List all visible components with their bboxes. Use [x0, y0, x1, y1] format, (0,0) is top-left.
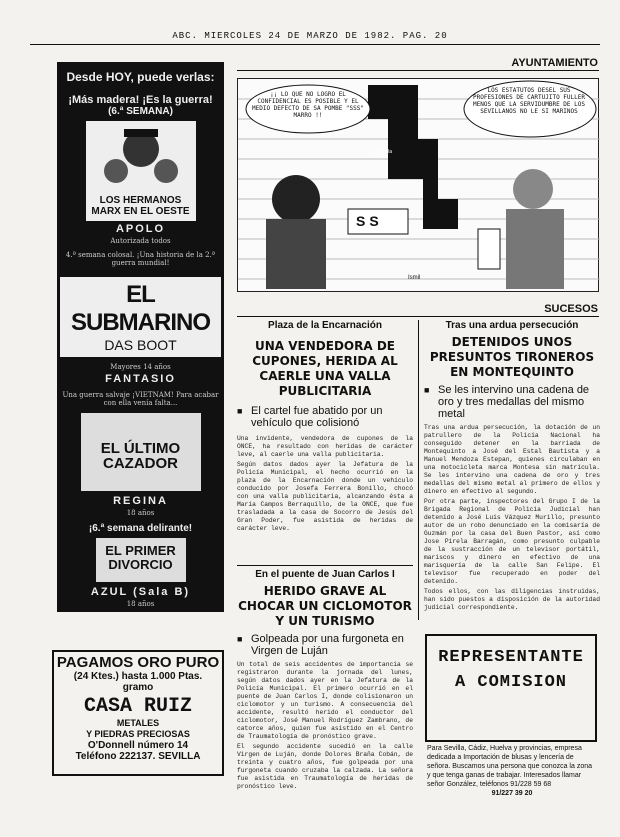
sucesos-rule	[237, 316, 599, 317]
story-vendedora-place: Plaza de la Encarnación	[268, 320, 382, 331]
cinema-apolo-rating: Autorizada todos	[110, 237, 171, 245]
section-ayuntamiento: AYUNTAMIENTO	[511, 57, 598, 69]
story-montequinto-kicker: Tras una ardua persecución	[445, 320, 579, 331]
story-ciclomotor	[237, 569, 413, 791]
representante-phone-2: 91/227 39 20	[491, 790, 533, 797]
story-ciclomotor-bullet: ■ Golpeada por una furgoneta en Virgen de Luján	[237, 633, 413, 657]
cinema-ad-week: (6.ª SEMANA)	[108, 106, 173, 117]
representante-title: REPRESENTANTE	[438, 648, 584, 667]
cartoon-sign: SS	[356, 213, 383, 229]
divorcio-tagline: ¡6.ª semana delirante!	[88, 523, 193, 534]
ultimo-cazador-caption: EL ÚLTIMO CAZADOR	[100, 440, 181, 472]
story-montequinto-bullet: ■ Se les intervino una cadena de oro y tres medallas del mismo metal	[424, 384, 600, 420]
oro-ad-piedras: Y PIEDRAS PRECIOSAS	[86, 729, 190, 739]
story-montequinto-headline: DETENIDOS UNOS PRESUNTOS TIRONEROS EN MONTEQUINTO	[429, 335, 595, 379]
story-divider	[237, 565, 413, 566]
story-vendedora-body-1: Una invidente, vendedora de cupones de la ONCE, ha resultado con heridas de carácter leve, al caerle una valla publicitaria.	[237, 435, 413, 458]
page-header: ABC. MIERCOLES 24 DE MARZO DE 1982. PAG. 20	[172, 31, 448, 41]
story-ciclomotor-headline: HERIDO GRAVE AL CHOCAR UN CICLOMOTOR Y UN TURISMO	[238, 584, 412, 628]
cinema-ad-intro: Desde HOY, puede verlas:	[66, 70, 215, 84]
marx-poster	[86, 121, 196, 221]
cinema-apolo: APOLO	[115, 223, 166, 235]
cinema-azul: AZUL (Sala B)	[90, 586, 191, 598]
ayuntamiento-rule	[237, 70, 599, 71]
story-ciclomotor-body-1: Un total de seis accidentes de importancia se registraron durante la jornada del lunes, según datos dados ayer en la Jefatura de la Policía Municipal. El primero ocurrió en el puente de Juan Carlos I, donde colisionaron un ciclomotor y un turismo. A consecuencia del accidente, resultó herido el conductor del ciclomotor, José Manuel Rodríguez Zambrano, de catorce años, quien fue asistido en el Centro de Traumatología de pronóstico grave.	[237, 661, 413, 740]
cartoon-bubble-right: LOS ESTATUTOS DESEL SUS PROFESIONES DE CARTUJITO FULLER MENOS QUE LA SERVIDUMBRE DE LOS SEVILLANOS NO LE SI MARINOS	[473, 87, 585, 115]
oro-ad-shop: CASA RUIZ	[83, 695, 193, 718]
cinema-fantasio: FANTASIO	[105, 373, 176, 385]
story-montequinto	[424, 320, 600, 612]
story-ciclomotor-body-2: El segundo accidente sucedió en la calle Virgen de Luján, donde Dolores Braña Cobán, de treinta y cuatro años, fue golpeada por una furgoneta cuando cruzaba la calzada. La señora fue asistida en Traumatología de heridas de pronóstico leve.	[237, 743, 413, 790]
political-cartoon	[237, 78, 599, 292]
story-vendedora-bullet: ■ El cartel fue abatido por un vehículo que colisionó	[237, 405, 413, 429]
oro-ad-phone: Teléfono 222137. SEVILLA	[75, 751, 201, 762]
cinema-ad	[57, 62, 224, 612]
representante-ad-body	[427, 744, 597, 798]
cartoon-scribble: fanfanilla	[372, 149, 393, 155]
representante-ad	[425, 634, 597, 742]
marx-brothers-illustration	[86, 121, 196, 191]
oro-ad-price: (24 Ktes.) hasta 1.000 Ptas.	[73, 671, 203, 682]
column-rule	[418, 320, 419, 620]
oro-ad-unit: gramo	[122, 682, 154, 693]
submarino-tagline: 4.ª semana colosal. ¡Una historia de la 2.ª guerra mundial!	[65, 251, 216, 267]
header-rule	[30, 44, 600, 45]
vietnam-tagline: Una guerra salvaje ¡VIETNAM! Para acabar con ella venía falta...	[62, 391, 219, 407]
cinema-ad-tagline: ¡Más madera! ¡Es la guerra!	[68, 94, 213, 106]
ultimo-cazador-poster	[81, 413, 201, 491]
section-sucesos: SUCESOS	[544, 303, 598, 315]
story-vendedora	[237, 320, 413, 533]
primer-divorcio-poster: EL PRIMER DIVORCIO	[96, 538, 186, 582]
story-montequinto-body-1: Tras una ardua persecución, la dotación de un patrullero de la Policía Nacional ha conseguido detener en la barriada de Montequinto a José del Estal Bautista y a Manuel Mendoza Estepan, quienes circulaban en una motocicleta marca Montesa sin matrícula. Se les intervino una cadena de oro y tres medallas del mismo metal al primero de ellos y dinero en efectivo al segundo.	[424, 424, 600, 495]
submarino-box	[60, 277, 221, 357]
marx-poster-caption: LOS HERMANOS MARX EN EL OESTE	[91, 195, 190, 217]
cartoon-signature: Ismil	[408, 275, 421, 281]
representante-text: Para Sevilla, Cádiz, Huelva y provincias, empresa dedicada a Importación de blusas y lencería de señora. Buscamos una persona que conozca la zona y que tenga ganas de trabajar. Interesados llamar señor González, teléfonos 91/228 59 68	[427, 745, 592, 788]
story-montequinto-body-3: Todos ellos, con las diligencias instruidas, han sido puestos a disposición de la autoridad judicial correspondiente.	[424, 588, 600, 611]
story-ciclomotor-place: En el puente de Juan Carlos I	[255, 569, 395, 580]
fantasio-rating: Mayores 14 años	[110, 363, 171, 371]
story-montequinto-body-2: Por otra parte, inspectores del Grupo I de la Brigada Regional de Policía Judicial han detenido a José Luis Vázquez Murillo, presunto autor de un robo denunciado en la comisaría de Guzmán por la casa del Buen Pastor, así como Jose Pirela Barragán, como presunto culpable de la sustracción de un televisor portátil, mariscos y dinero en efectivo de una marisquería de la calle San Felipe. El televisor fue recuperado en poder del detenido.	[424, 498, 600, 585]
oro-ad-title: PAGAMOS ORO PURO	[56, 654, 220, 671]
story-vendedora-body-2: Según datos dados ayer la Jefatura de la Policía Municipal, el hecho ocurrió en la plaza de la Encarnación donde un vehículo conducido por Josefa Ferrera Bonillo, chocó con una valla publicitaria, alcanzando ésta a María Campos Berraquillo, de la ONCE, que fue trasladada a la casa de Socorro de Jesús del Gran Poder, fue asistida de heridas de carácter leve.	[237, 461, 413, 532]
cartoon-bubble-left: ¡¡ LO QUE NO LOGRO EL CONFIDENCIAL ES POSIBLE Y EL MEDIO DEFECTO DE SA POMBE "SSS" MARRO !!	[252, 91, 364, 119]
azul-rating: 18 años	[126, 600, 155, 608]
oro-ad-metales: METALES	[116, 718, 160, 728]
regina-rating: 18 años	[126, 509, 155, 517]
oro-ad	[52, 650, 224, 776]
oro-ad-address: O'Donnell número 14	[87, 740, 189, 751]
submarino-title: EL SUBMARINO	[71, 281, 210, 336]
story-vendedora-headline: UNA VENDEDORA DE CUPONES, HERIDA AL CAERLE UNA VALLA PUBLICITARIA	[252, 339, 398, 398]
representante-subtitle: A COMISION	[454, 673, 568, 692]
submarino-subtitle: DAS BOOT	[104, 337, 177, 353]
cinema-regina: REGINA	[113, 495, 168, 507]
